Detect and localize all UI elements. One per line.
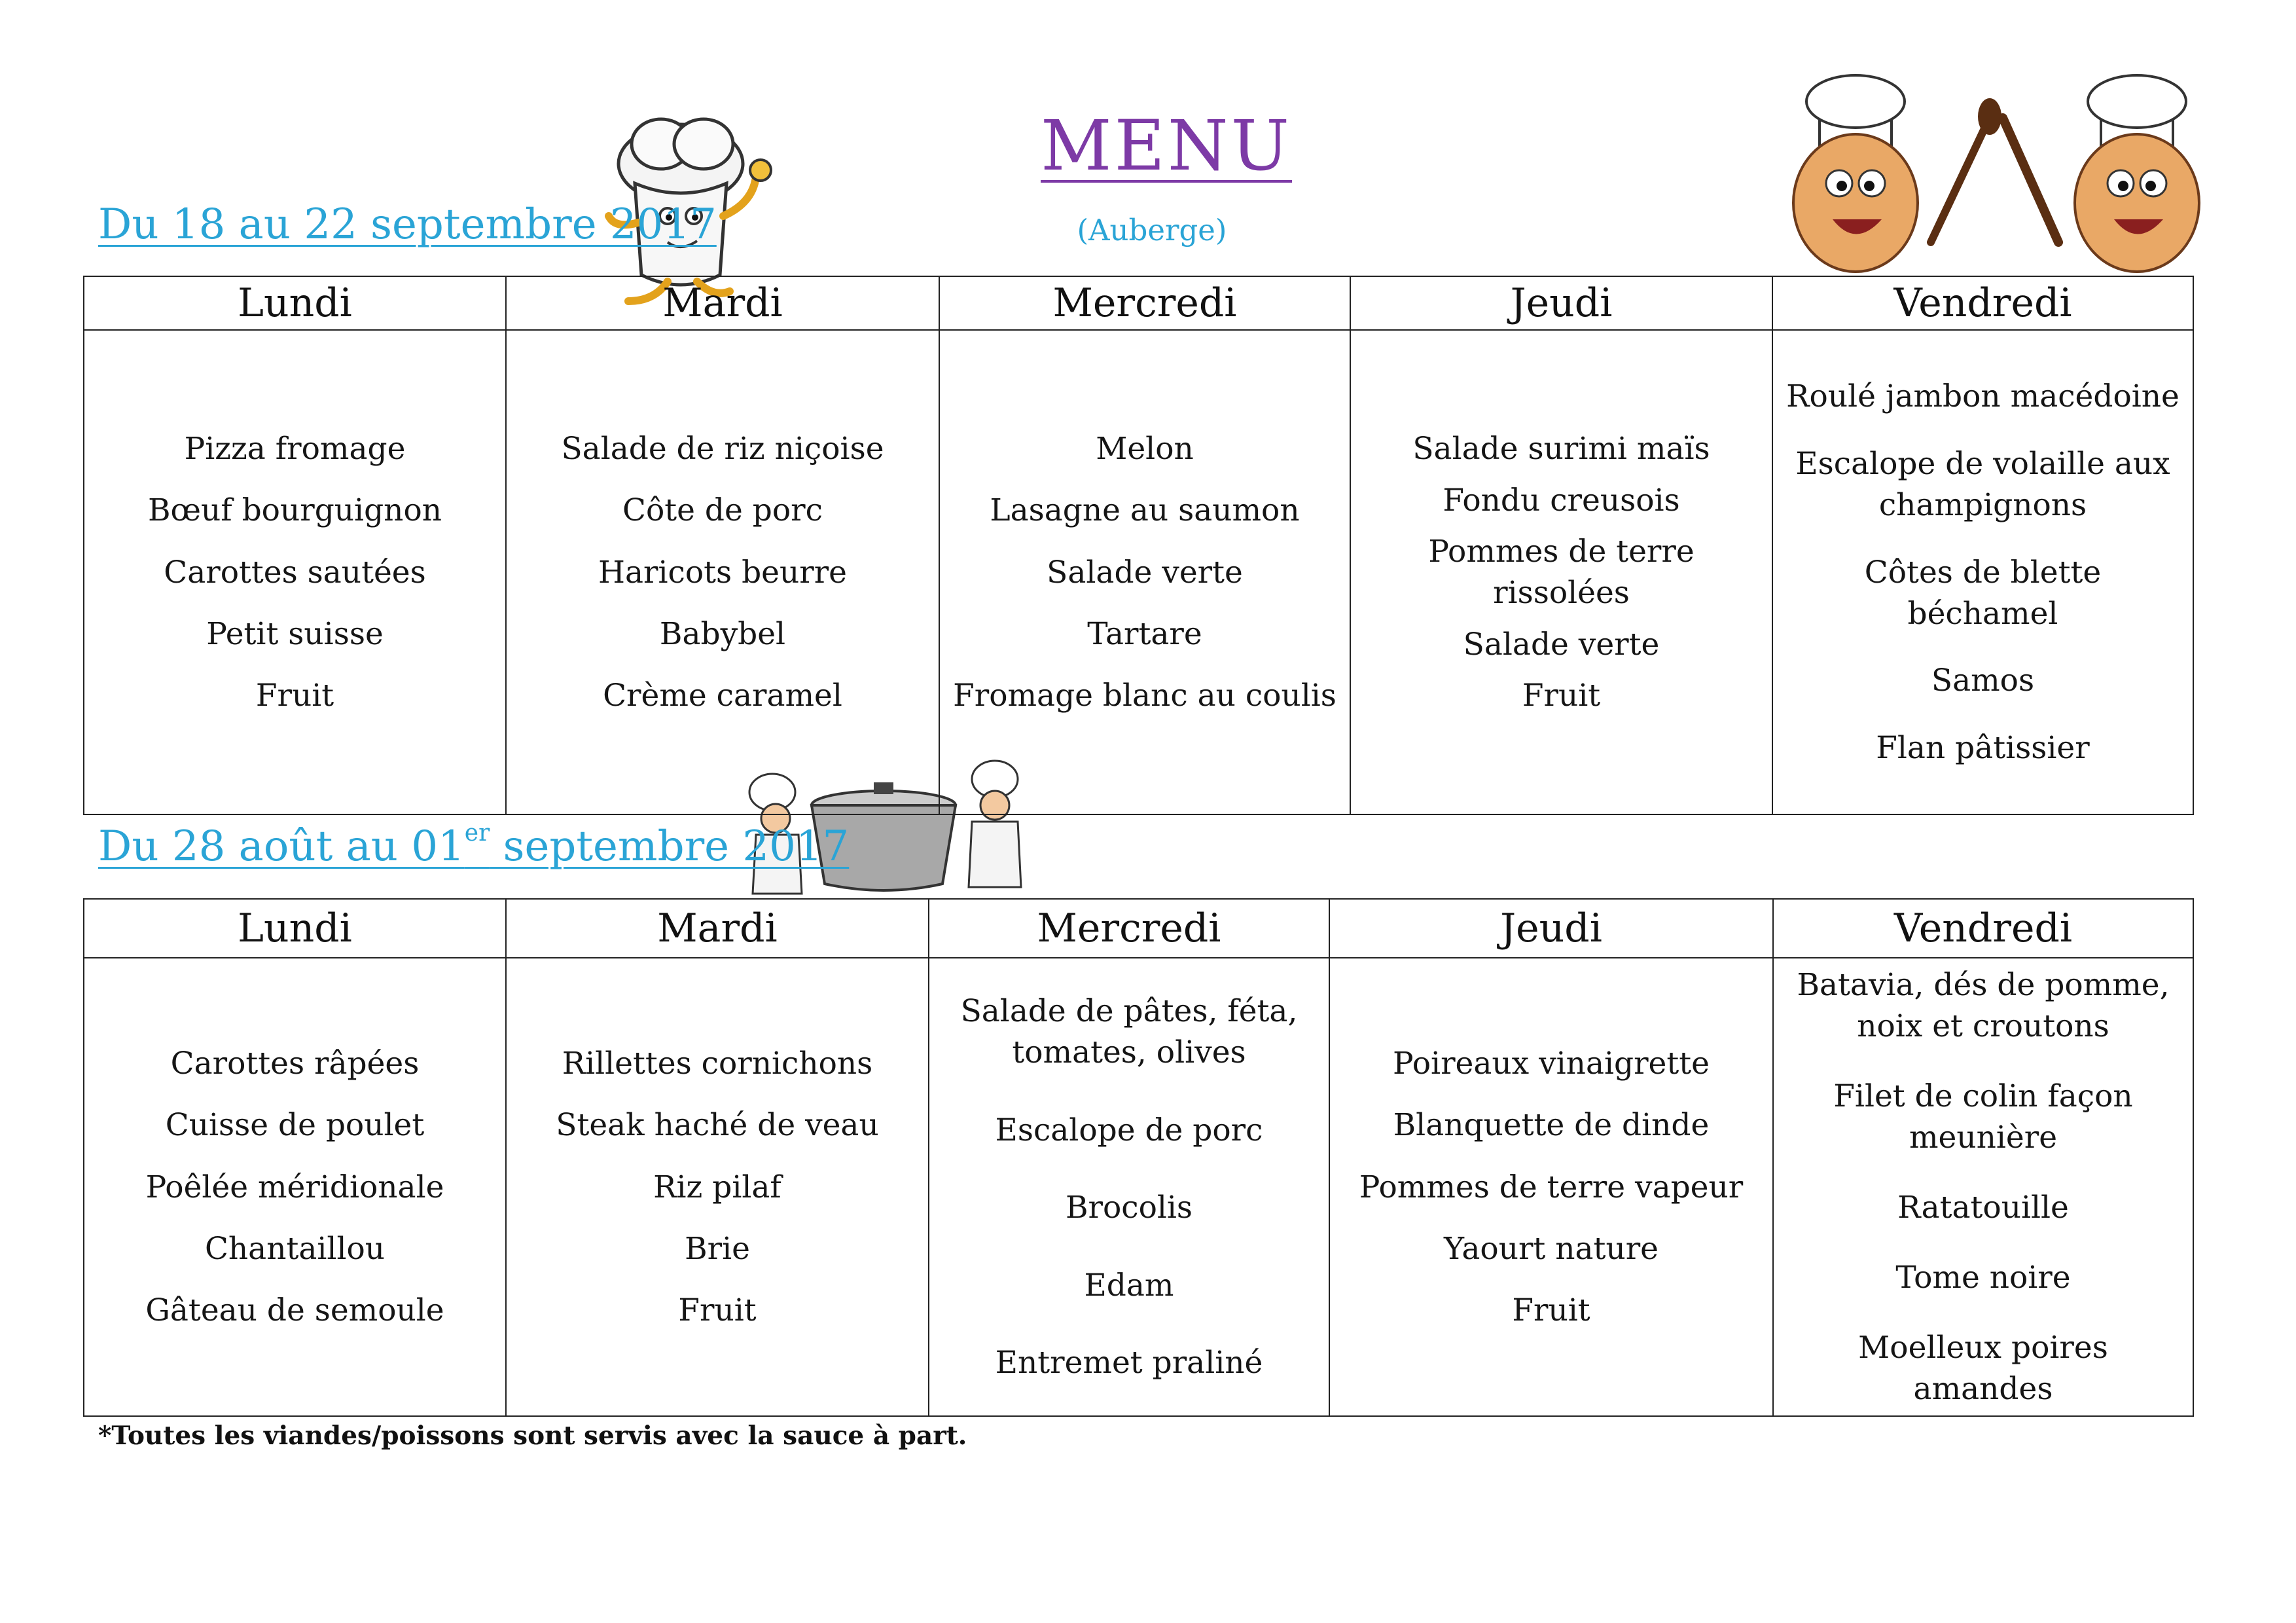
menu-dish: Pommes de terre rissolées: [1428, 534, 1695, 611]
menu-dish: Côtes de blette béchamel: [1864, 554, 2102, 632]
menu-dish: Edam: [1084, 1267, 1174, 1304]
day-header-mardi: Mardi: [506, 899, 929, 958]
menu-dish: Escalope de volaille aux champignons: [1795, 445, 2170, 523]
menu-dish: Tome noire: [1895, 1260, 2071, 1296]
day-cell-mercredi: [929, 958, 1329, 1416]
menu-dish: Lasagne au saumon: [990, 492, 1300, 529]
menu-dish: Rillettes cornichons: [562, 1046, 873, 1082]
menu-dish: Steak haché de veau: [556, 1107, 879, 1144]
menu-dish: Poireaux vinaigrette: [1393, 1046, 1710, 1082]
day-cell-mardi: [506, 330, 939, 814]
week-2-title-end: septembre 2017: [490, 822, 850, 871]
menu-dish: Salade de riz niçoise: [561, 431, 884, 467]
day-header-lundi: Lundi: [84, 899, 506, 958]
menu-dish: Tartare: [1087, 615, 1202, 652]
menu-dish: Cuisse de poulet: [165, 1107, 425, 1144]
menu-dish: Fruit: [255, 678, 334, 714]
menu-dish: Chantaillou: [204, 1230, 386, 1267]
day-header-lundi: Lundi: [84, 276, 506, 330]
menu-dish: Carottes sautées: [164, 554, 426, 591]
egg-chefs-illustration: [1767, 72, 2225, 275]
menu-dish: Brocolis: [1065, 1190, 1193, 1226]
menu-dish: Filet de colin façon meunière: [1833, 1078, 2133, 1156]
menu-dish: Flan pâtissier: [1876, 730, 2090, 766]
menu-dish: Melon: [1096, 431, 1194, 467]
menu-dish: Riz pilaf: [653, 1169, 781, 1205]
day-header-vendredi: Vendredi: [1773, 899, 2193, 958]
week-2-title-main: Du 28 août au 01: [98, 822, 465, 871]
menu-dish: Babybel: [659, 615, 786, 652]
footnote: *Toutes les viandes/poissons sont servis avec la sauce à part.: [98, 1421, 967, 1451]
menu-dish: Escalope de porc: [995, 1112, 1263, 1148]
day-header-mardi: Mardi: [506, 276, 939, 330]
day-header-jeudi: Jeudi: [1329, 899, 1773, 958]
day-cell-mardi: [506, 958, 929, 1416]
week-2-title-superscript: er: [464, 820, 490, 847]
day-cell-jeudi: [1329, 958, 1773, 1416]
week-2-menu-table: [83, 898, 2194, 1417]
menu-dish: Gâteau de semoule: [145, 1292, 444, 1328]
menu-dish: Entremet praliné: [995, 1345, 1263, 1381]
week-1-title: Du 18 au 22 septembre 2017: [98, 200, 717, 249]
day-cell-lundi: [84, 958, 506, 1416]
menu-dish: Ratatouille: [1897, 1190, 2069, 1226]
menu-dish: Pommes de terre vapeur: [1359, 1169, 1744, 1205]
day-header-vendredi: Vendredi: [1772, 276, 2193, 330]
day-cell-vendredi: [1772, 330, 2193, 814]
day-header-mercredi: Mercredi: [939, 276, 1350, 330]
menu-dish: Petit suisse: [206, 615, 384, 652]
menu-dish: Fromage blanc au coulis: [953, 678, 1336, 714]
menu-dish: Fruit: [678, 1292, 757, 1328]
menu-dish: Samos: [1931, 663, 2035, 699]
menu-dish: Brie: [685, 1230, 750, 1267]
menu-dish: Crème caramel: [603, 678, 842, 714]
day-cell-lundi: [84, 330, 506, 814]
menu-dish: Fruit: [1522, 678, 1601, 714]
menu-dish: Pizza fromage: [184, 431, 406, 467]
menu-dish: Fruit: [1512, 1292, 1590, 1328]
day-header-mercredi: Mercredi: [929, 899, 1329, 958]
menu-dish: Salade de pâtes, féta, tomates, olives: [960, 993, 1298, 1070]
menu-dish: Côte de porc: [622, 492, 823, 529]
menu-dish: Roulé jambon macédoine: [1786, 378, 2179, 414]
menu-dish: Carottes râpées: [170, 1046, 420, 1082]
menu-dish: Poêlée méridionale: [145, 1169, 444, 1205]
menu-dish: Bœuf bourguignon: [147, 492, 442, 529]
menu-dish: Moelleux poires amandes: [1858, 1330, 2108, 1407]
menu-dish: Fondu creusois: [1443, 482, 1680, 519]
day-header-jeudi: Jeudi: [1350, 276, 1772, 330]
menu-dish: Salade verte: [1047, 554, 1243, 591]
menu-title: MENU: [1041, 105, 1292, 186]
menu-dish: Batavia, dés de pomme, noix et croutons: [1797, 967, 2170, 1044]
day-cell-vendredi: [1773, 958, 2193, 1416]
menu-dish: Salade verte: [1463, 626, 1660, 663]
menu-subtitle: (Auberge): [1077, 213, 1227, 247]
menu-dish: Salade surimi maïs: [1412, 431, 1710, 467]
week-1-menu-table: [83, 276, 2194, 815]
menu-dish: Blanquette de dinde: [1393, 1107, 1710, 1144]
day-cell-mercredi: [939, 330, 1350, 814]
menu-dish: Haricots beurre: [598, 554, 847, 591]
week-2-title: [98, 822, 849, 872]
menu-dish: Yaourt nature: [1444, 1230, 1659, 1267]
day-cell-jeudi: [1350, 330, 1772, 814]
